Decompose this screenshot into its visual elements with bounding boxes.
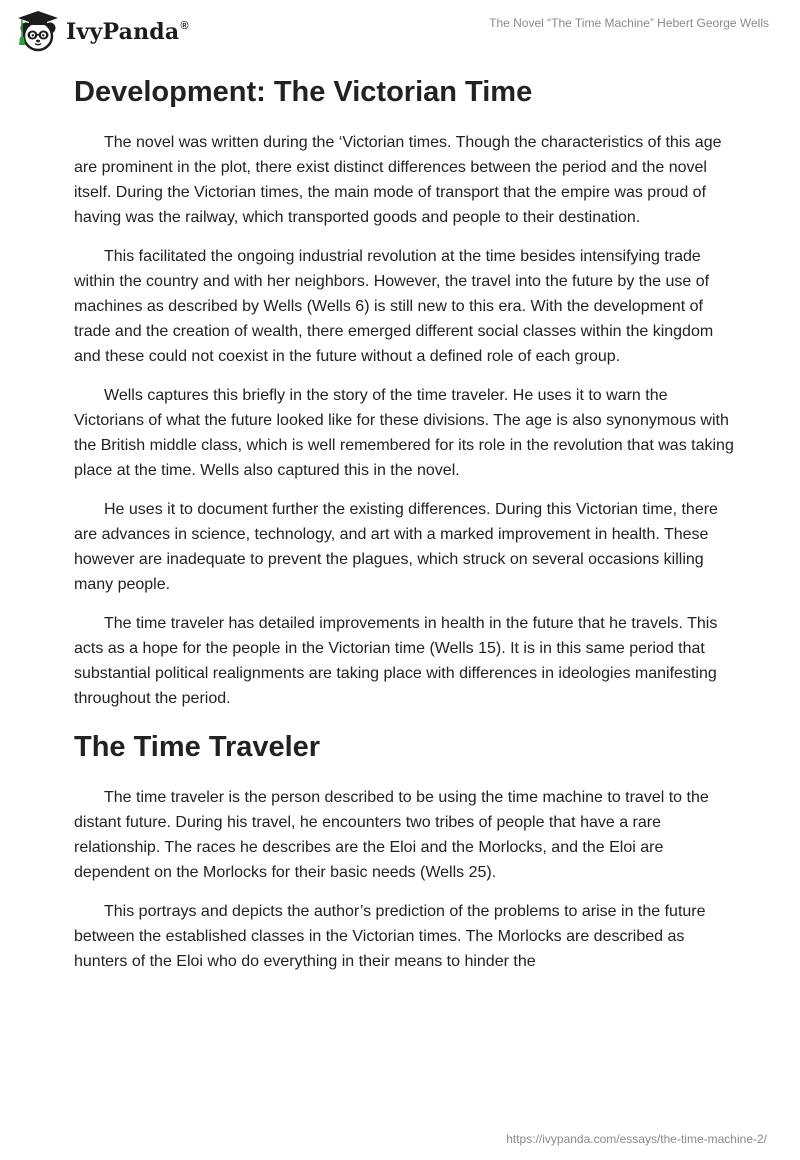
section-heading: The Time Traveler xyxy=(74,731,321,763)
source-url[interactable]: https://ivypanda.com/essays/the-time-machine-2/ xyxy=(506,1132,767,1146)
essay-body xyxy=(74,70,734,988)
paragraph: The time traveler is the person described to be using the time machine to travel to the distant future. During his travel, he encounters two tribes of people that have a rare relationship. The races he describes are the Eloi and the Morlocks, and the Eloi are dependent on the Morlocks for their basic needs (Wells 25). xyxy=(74,789,709,881)
running-title: The Novel “The Time Machine” Hebert George Wells xyxy=(489,16,769,30)
paragraph: The novel was written during the ‘Victorian times. Though the characteristics of this age are prominent in the plot, there exist distinct differences between the period and the novel itself. During the Victorian times, the main mode of transport that the empire was proud of having was the railway, which transported goods and people to their destination. xyxy=(74,134,722,226)
paragraph: The time traveler has detailed improvements in health in the future that he travels. This acts as a hope for the people in the Victorian time (Wells 15). It is in this same period that substantial political realignments are taking place with differences in ideologies manifesting throughout the period. xyxy=(74,615,718,707)
registered-mark: ® xyxy=(180,20,189,32)
section-heading: Development: The Victorian Time xyxy=(74,76,533,108)
paragraph: Wells captures this briefly in the story of the time traveler. He uses it to warn the Victorians of what the future looked like for these divisions. The age is also synonymous with the British middle class, which is well remembered for its role in the revolution that was taking place at the time. Wells also captured this in the novel. xyxy=(74,387,734,479)
paragraph: This facilitated the ongoing industrial revolution at the time besides intensifying trade within the country and with her neighbors. However, the travel into the future by the use of machines as described by Wells (Wells 6) is still new to this era. With the development of trade and the creation of wealth, there emerged different social classes within the kingdom and these could not coexist in the future without a defined role of each group. xyxy=(74,248,714,365)
brand-name: IvyPanda® xyxy=(66,19,189,45)
brand-logo[interactable] xyxy=(14,8,189,54)
paragraph: This portrays and depicts the author’s prediction of the problems to arise in the future between the established classes in the Victorian times. The Morlocks are described as hunters of the Eloi who do everything in their means to hinder the xyxy=(74,903,706,970)
paragraph: He uses it to document further the existing differences. During this Victorian time, there are advances in science, technology, and art with a marked improvement in health. These however are inadequate to prevent the plagues, which struck on several occasions killing many people. xyxy=(74,501,718,593)
panda-graduate-icon xyxy=(14,8,62,54)
page-header xyxy=(0,0,800,70)
